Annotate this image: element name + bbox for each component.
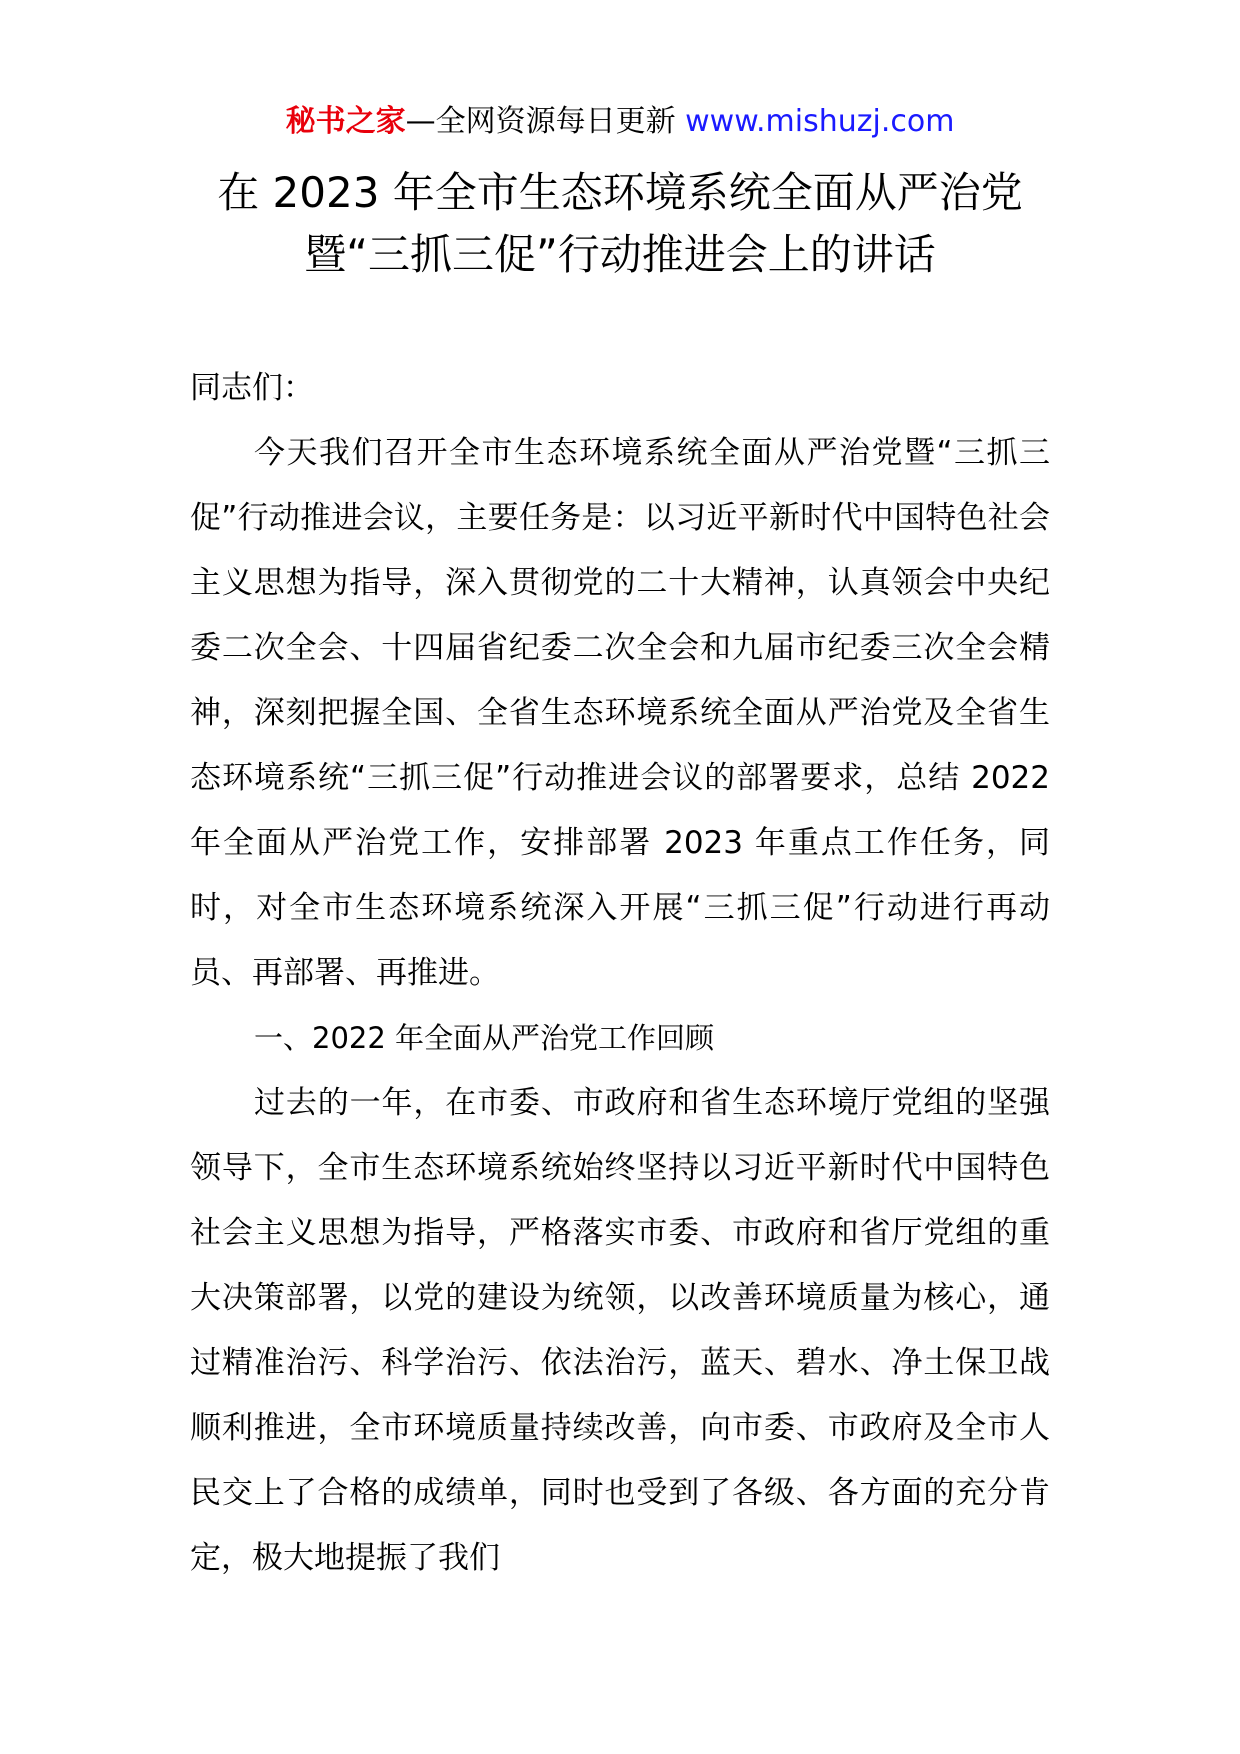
title-line-1: 在 2023 年全市生态环境系统全面从严治党 — [217, 168, 1023, 217]
brand-url-link[interactable]: www.mishuzj.com — [685, 104, 955, 139]
paragraph-review: 过去的一年，在市委、市政府和省生态环境厅党组的坚强领导下，全市生态环境系统始终坚持以习近平新时代中国特色社会主义思想为指导，严格落实市委、市政府和省厅党组的重大决策部署，以党的建设为统领，以改善环境质量为核心，通过精准治污、科学治污、依法治污，蓝天、碧水、净土保卫战顺利推进，全市环境质量持续改善，向市委、市政府及全市人民交上了合格的成绩单，同时也受到了各级、各方面的充分肯定，极大地提振了我们 — [190, 1085, 1050, 1576]
paragraph-intro: 今天我们召开全市生态环境系统全面从严治党暨“三抓三促”行动推进会议，主要任务是：以习近平新时代中国特色社会主义思想为指导，深入贯彻党的二十大精神，认真领会中央纪委二次全会、十四届省纪委二次全会和九届市纪委三次全会精神，深刻把握全国、全省生态环境系统全面从严治党及全省生态环境系统“三抓三促”行动推进会议的部署要求，总结 2022 年全面从严治党工作，安排部署 2023 年重点工作任务，同时，对全市生态环境系统深入开展“三抓三促”行动进行再动员、再部署、再推进。 — [190, 435, 1050, 991]
title-line-2: 暨“三抓三促”行动推进会上的讲话 — [304, 230, 936, 279]
document-body — [190, 356, 1050, 1591]
site-header — [0, 100, 1240, 144]
brand-tagline: —全网资源每日更新 — [405, 104, 686, 139]
document-title — [150, 162, 1090, 286]
brand-name: 秘书之家 — [285, 104, 406, 139]
section-heading-1: 一、2022 年全面从严治党工作回顾 — [254, 1021, 715, 1055]
salutation: 同志们： — [190, 370, 314, 406]
